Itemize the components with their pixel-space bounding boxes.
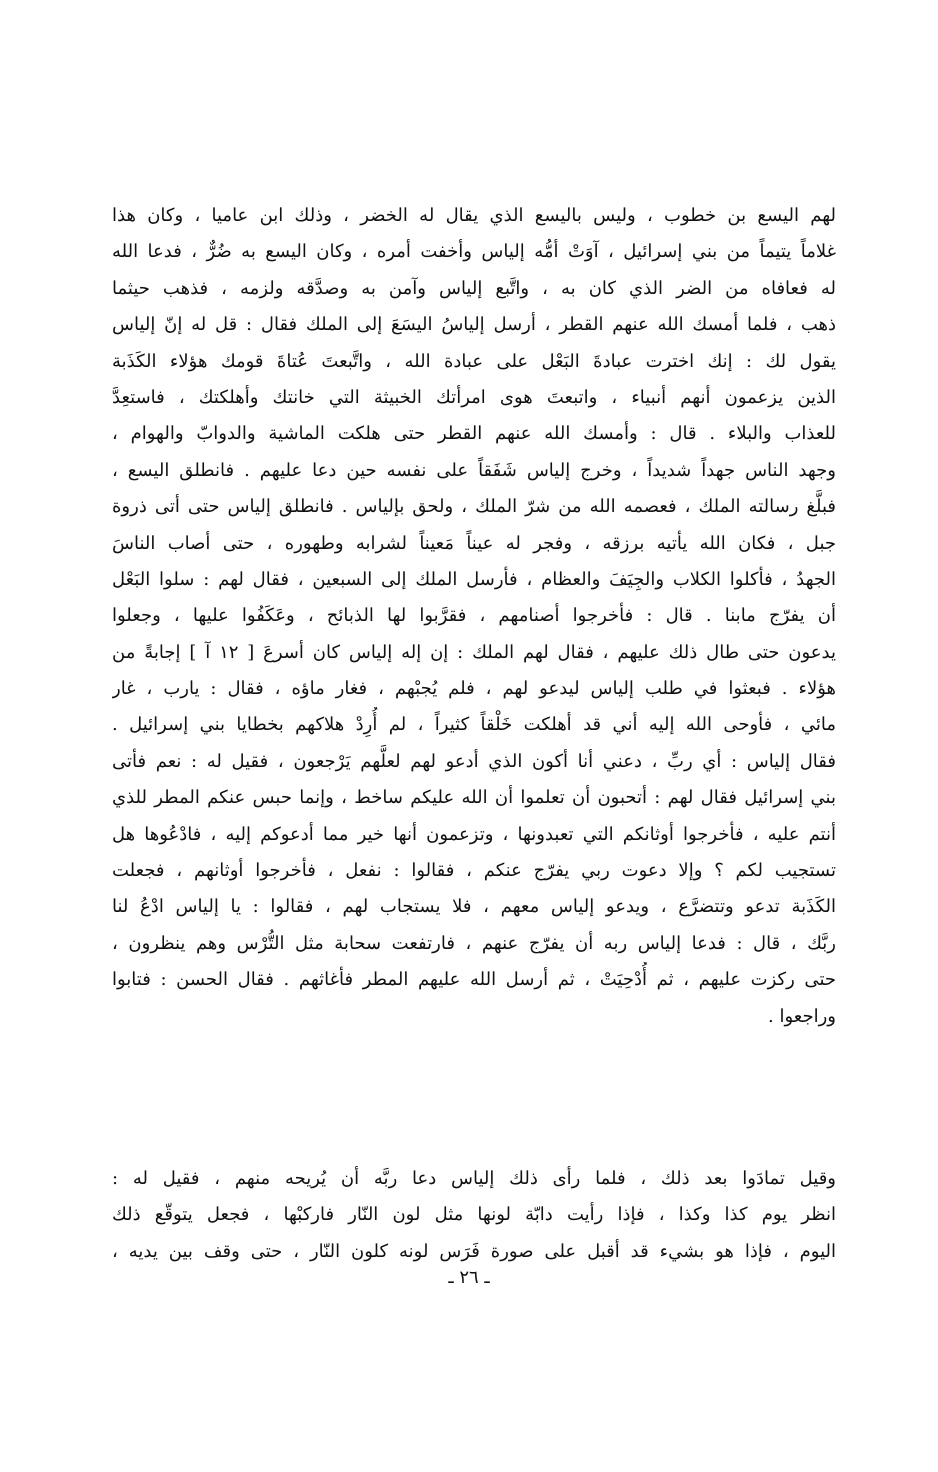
text-line: ذهب ، فلما أمسك الله عنهم القطر ، أرسل إلياسُ اليسَعَ إلى الملك فقال : قل له إنّ إلياس — [112, 314, 836, 336]
text-line: جبل ، فكان الله يأتيه برزقه ، وفجر له عيناً مَعيناً لشرابه وطهوره ، حتى أصاب الناسَ — [112, 532, 836, 554]
text-line: انظر يوم كذا وكذا ، فإذا رأيت دابّة لونها مثل لون النّار فاركبْها ، فجعل يتوقّع ذلك — [112, 1204, 836, 1226]
text-line: غلاماً يتيماً من بني إسرائيل ، آوَتْ أمُّه إلياس وأخفت أمره ، وكان اليسع به ضُرٌّ ، فدعا الله — [112, 241, 836, 263]
text-line: مائي ، فأوحى الله إليه أني قد أهلكت خَلْقاً كثيراً ، لم أُرِدْ هلاكهم بخطايا بني إسرائيل . — [112, 714, 836, 736]
text-line: أن يفرّج مابنا . قال : فأخرجوا أصنامهم ، فقرَّبوا لها الذبائح ، وعَكَفُوا عليها ، وجعلوا — [112, 605, 836, 627]
text-line: الذين يزعمون أنهم أنبياء ، واتبعتَ هوى امرأتك الخبيثة التي خانتك وأهلكتك ، فاستعِدَّ — [112, 386, 836, 408]
text-line: تستجيب لكم ؟ وإلا دعوت ربي يفرّج عنكم ، فقالوا : نفعل ، فأخرجوا أوثانهم ، فجعلت — [112, 860, 836, 882]
text-line: ربَّك ، قال : فدعا إلياس ربه أن يفرّج عنهم ، فارتفعت سحابة مثل التُّرْس وهم ينظرون ، — [112, 932, 836, 954]
text-line: أنتم عليه ، فأخرجوا أوثانكم التي تعبدونها ، وتزعمون أنها خير مما أدعوكم إليه ، فادْعُوها هل — [112, 823, 836, 845]
text-line: حتى ركزت عليهم ، ثم أُدْحِيَتْ ، ثم أرسل الله عليهم المطر فأغاثهم . فقال الحسن : فتابوا — [112, 969, 836, 991]
text-line: اليوم ، فإذا هو بشيء قد أقبل على صورة فَرَس لونه كلون النّار ، حتى وقف بين يديه ، — [112, 1240, 836, 1262]
paragraph-2 — [112, 1161, 836, 1270]
text-line: له فعافاه من الضر الذي كان به ، واتَّبع إلياس وآمن به وصدَّقه ولزمه ، فذهب حيثما — [112, 277, 836, 299]
text-line: وراجعوا . — [768, 1005, 836, 1027]
text-line: وجهد الناس جهداً شديداً ، وخرج إلياس شَفَقاً على نفسه حين دعا عليهم . فانطلق اليسع ، — [112, 459, 836, 481]
page-number: ـ ٢٦ ـ — [448, 1267, 490, 1288]
text-line: فبلَّغ رسالته الملك ، فعصمه الله من شرّ الملك ، ولحق بإلياس . فانطلق إلياس حتى أتى ذروة — [112, 496, 836, 518]
text-line: للعذاب والبلاء . قال : وأمسك الله عنهم القطر حتى هلكت الماشية والدوابّ والهوام ، — [112, 423, 836, 445]
text-line: الجهدُ ، فأكلوا الكلاب والجِيَفَ والعظام ، فأرسل الملك إلى السبعين ، فقال لهم : سلوا البَعْل — [112, 568, 836, 590]
text-line: لهم اليسع بن خطوب ، وليس باليسع الذي يقال له الخضر ، وذلك ابن عاميا ، وكان هذا — [112, 205, 836, 226]
text-line: وقيل تمادَوا بعد ذلك ، فلما رأى ذلك إلياس دعا ربَّه أن يُريحه منهم ، فقيل له : — [112, 1168, 836, 1189]
text-line: الكَذَبة تدعو وتتضرَّع ، ويدعو إلياس معهم ، فلا يستجاب لهم ، فقالوا : يا إلياس ادْعُ لنا — [112, 896, 836, 918]
text-line: يدعون حتى طال ذلك عليهم ، فقال لهم الملك : إن إله إلياس كان أسرعَ [ ١٢ آ ] إجابةً من — [112, 641, 836, 663]
text-line: فقال إلياس : أي ربِّ ، دعني أنا أكون الذي أدعو لهم لعلَّهم يَرْجعون ، فقيل له : نعم فأتى — [112, 750, 836, 772]
paragraph-1 — [112, 198, 836, 1035]
text-line: بني إسرائيل فقال لهم : أتحبون أن تعلموا أن الله عليكم ساخط ، وإنما حبس عنكم المطر للذي — [112, 787, 836, 809]
text-line: يقول لك : إنك اخترت عبادةَ البَعْل على عبادة الله ، واتَّبعتَ عُتاةَ قومك هؤلاء الكَذَبة — [112, 350, 836, 372]
text-line: هؤلاء . فبعثوا في طلب إلياس ليدعو لهم ، فلم يُجبْهم ، فغار ماؤه ، فقال : يارب ، غار — [112, 678, 836, 700]
